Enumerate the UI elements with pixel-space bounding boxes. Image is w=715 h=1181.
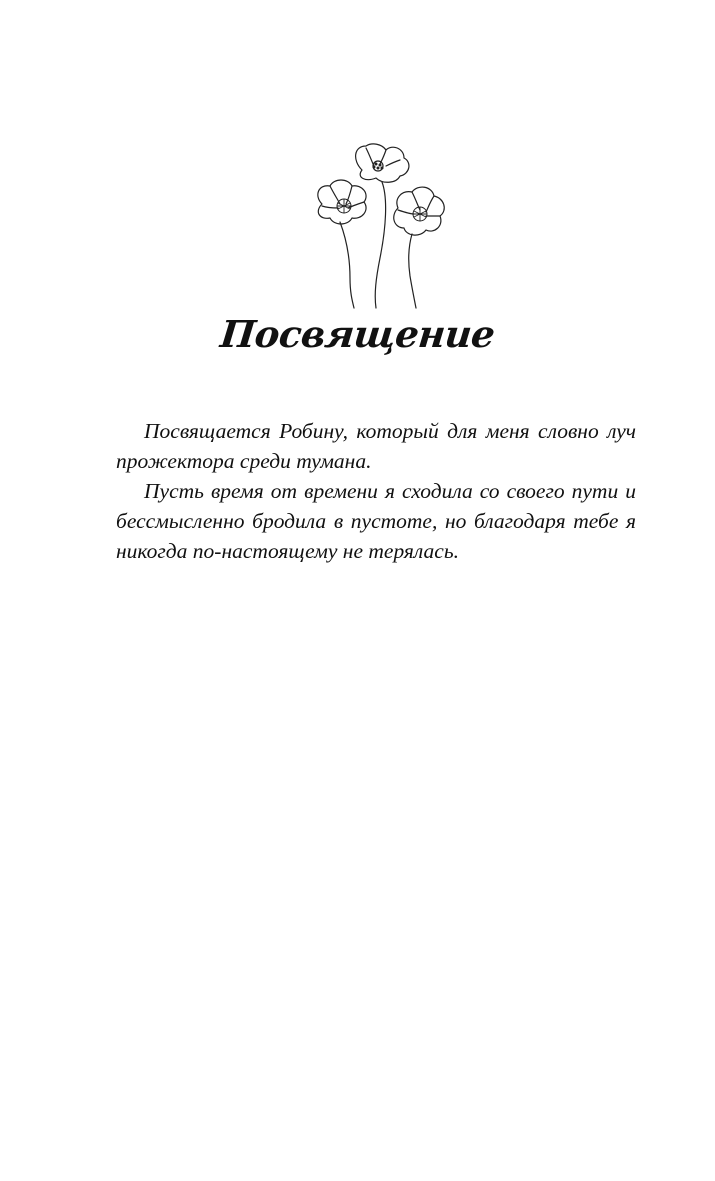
- dedication-text: [116, 416, 636, 566]
- dedication-paragraph: Посвящается Робину, который для меня словно луч прожектора среди тумана.: [116, 419, 636, 473]
- left-poppy-icon: [318, 180, 366, 308]
- page-title: Посвящение: [218, 312, 497, 356]
- poppy-flowers-icon: [300, 138, 460, 310]
- dedication-paragraph: Пусть время от времени я сходила со своего пути и бессмысленно бродила в пустоте, но благодаря тебе я никогда по-настоящему не терялась.: [116, 479, 636, 563]
- right-poppy-icon: [394, 187, 445, 308]
- top-poppy-icon: [356, 144, 409, 308]
